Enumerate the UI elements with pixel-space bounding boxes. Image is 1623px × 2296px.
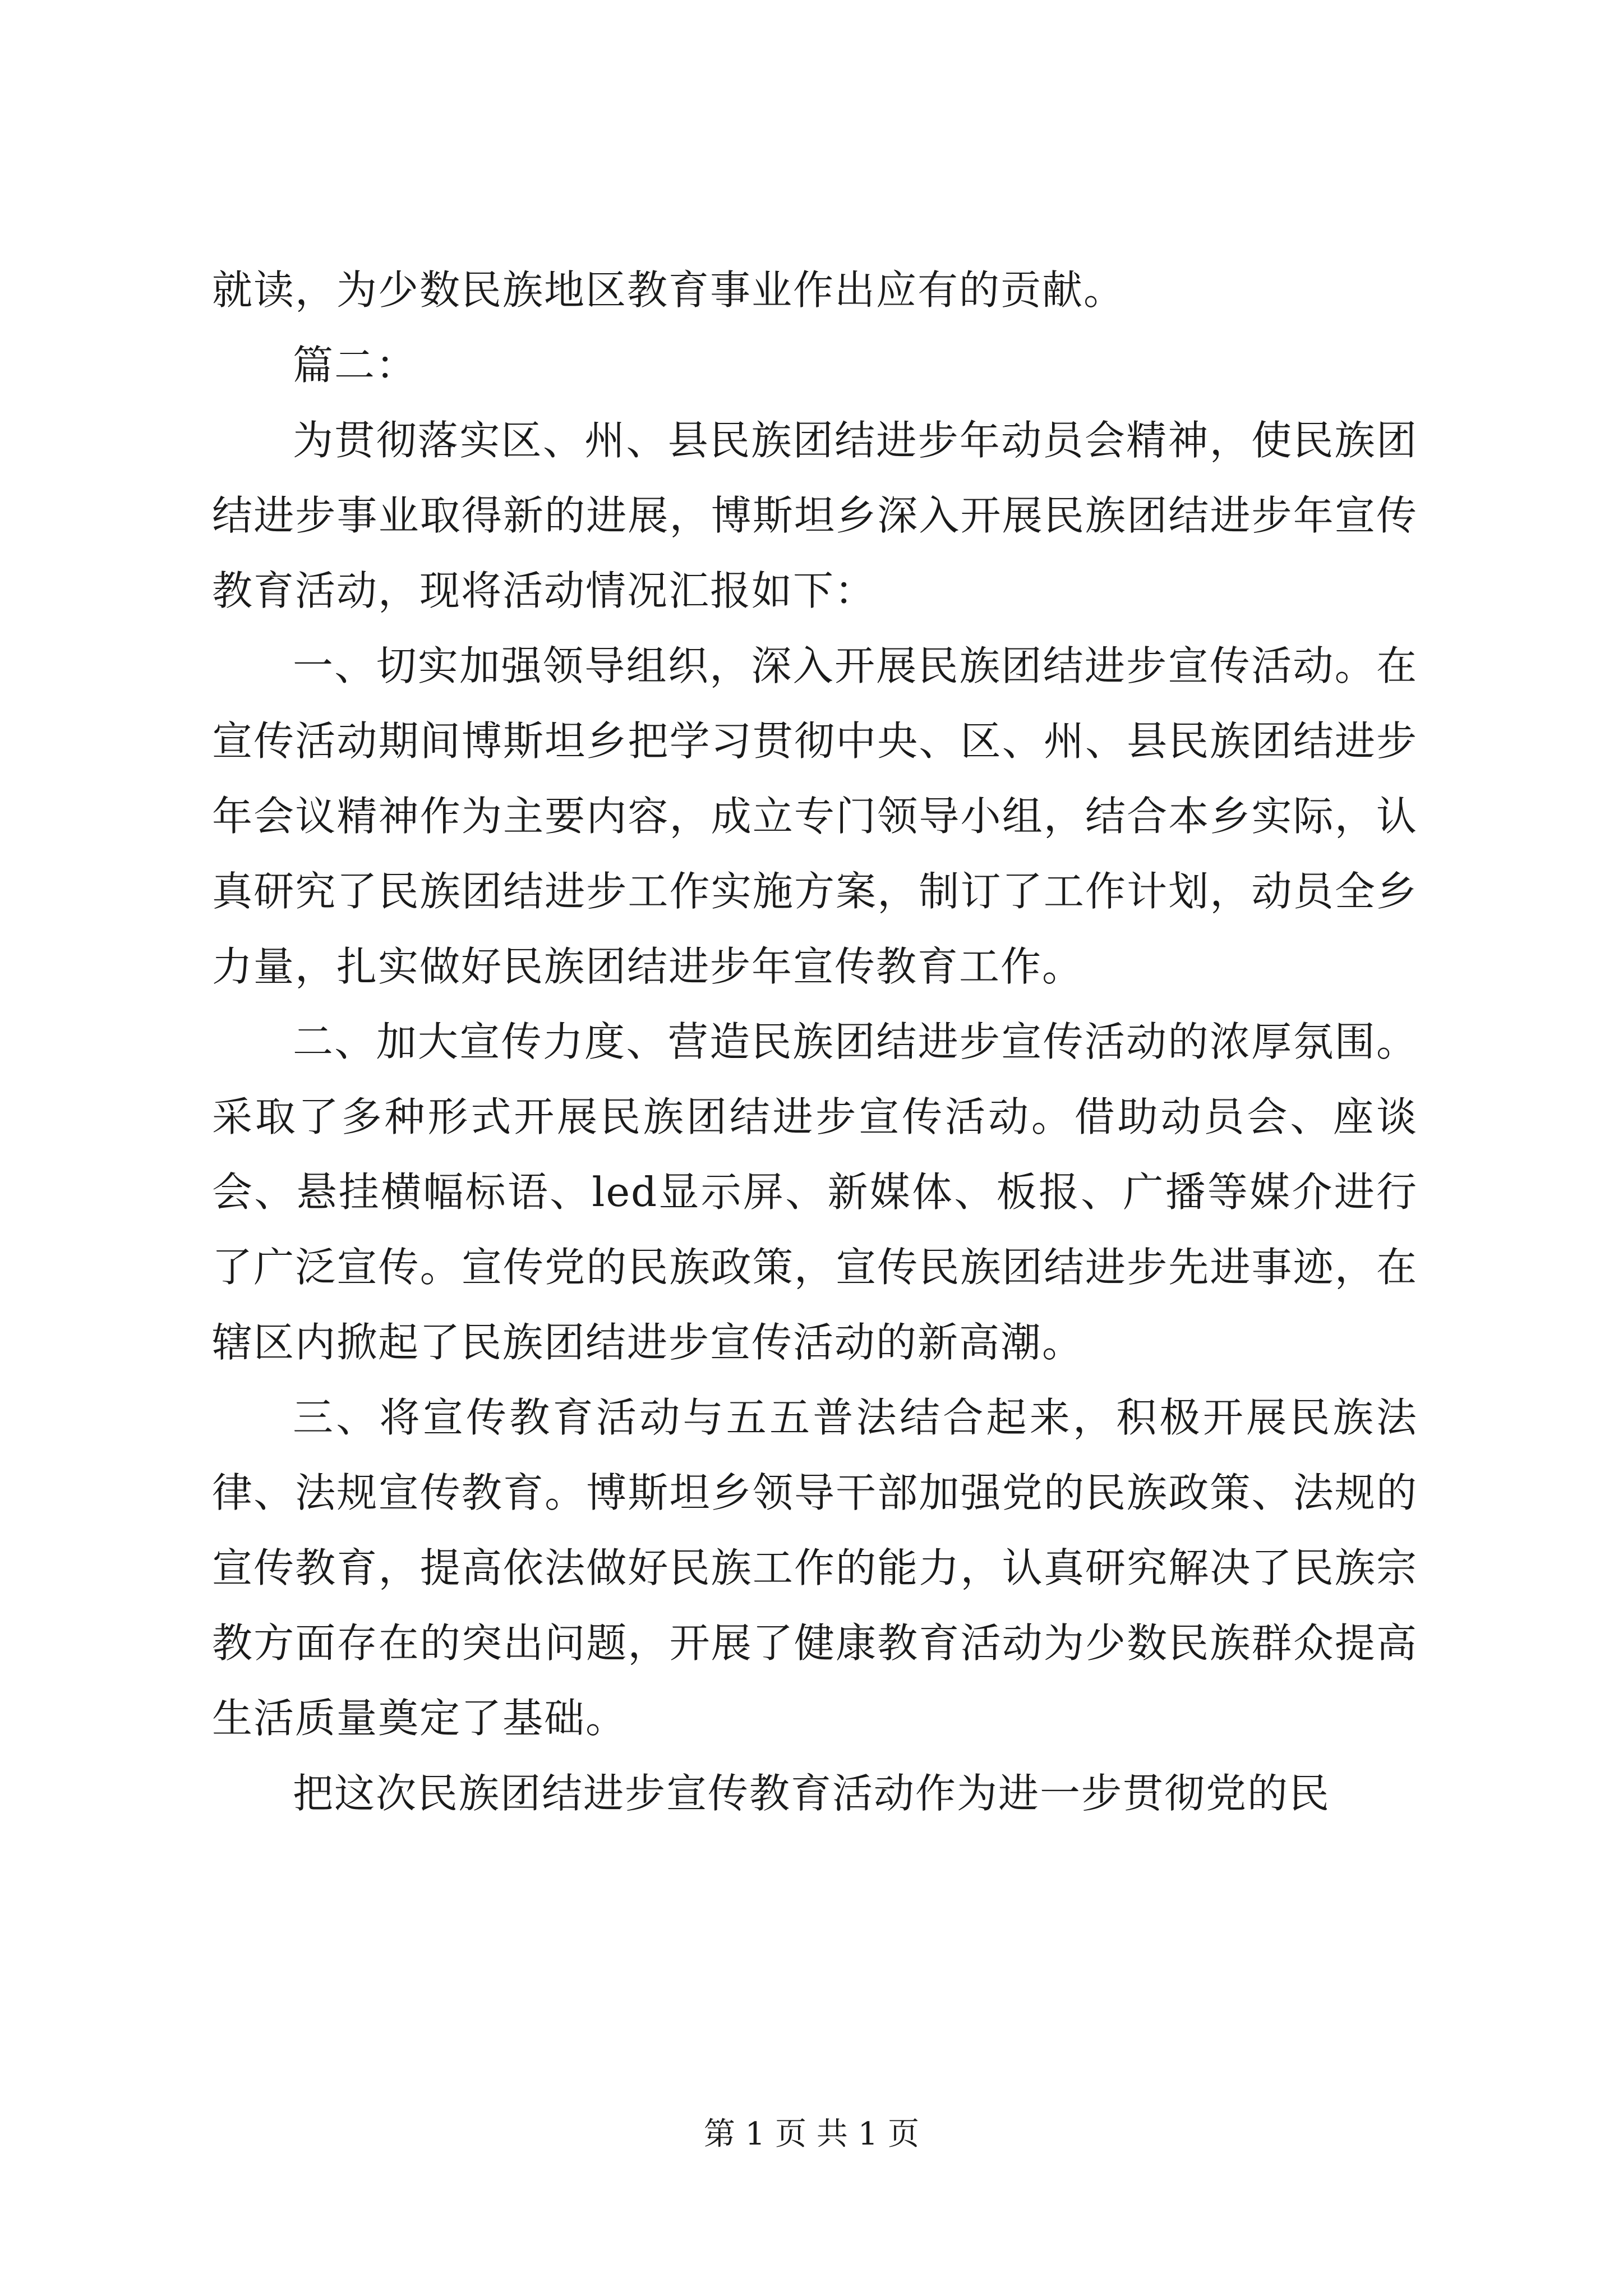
page-footer <box>0 2109 1623 2154</box>
paragraph-continuation: 就读，为少数民族地区教育事业作出应有的贡献。 <box>212 266 1126 314</box>
paragraph-point-1: 一、切实加强领导组织，深入开展民族团结进步宣传活动。在宣传活动期间博斯坦乡把学习贯彻中央、区、州、县民族团结进步年会议精神作为主要内容，成立专门领导小组，结合本乡实际，认真研究了民族团结进步工作实施方案，制订了工作计划，动员全乡力量，扎实做好民族团结进步年宣传教育工作。 <box>212 642 1418 990</box>
document-body <box>212 252 1418 1831</box>
paragraph-intro: 为贯彻落实区、州、县民族团结进步年动员会精神，使民族团结进步事业取得新的进展，博斯坦乡深入开展民族团结进步年宣传教育活动，现将活动情况汇报如下： <box>212 417 1418 614</box>
paragraph-point-3: 三、将宣传教育活动与五五普法结合起来，积极开展民族法律、法规宣传教育。博斯坦乡领导干部加强党的民族政策、法规的宣传教育，提高依法做好民族工作的能力，认真研究解决了民族宗教方面存在的突出问题，开展了健康教育活动为少数民族群众提高生活质量奠定了基础。 <box>212 1394 1418 1742</box>
section-heading: 篇二： <box>293 342 418 389</box>
paragraph-point-2: 二、加大宣传力度、营造民族团结进步宣传活动的浓厚氛围。采取了多种形式开展民族团结进步宣传活动。借助动员会、座谈会、悬挂横幅标语、led显示屏、新媒体、板报、广播等媒介进行了广泛宣传。宣传党的民族政策，宣传民族团结进步先进事迹，在辖区内掀起了民族团结进步宣传活动的新高潮。 <box>212 1018 1418 1366</box>
paragraph-closing: 把这次民族团结进步宣传教育活动作为进一步贯彻党的民 <box>293 1770 1331 1817</box>
page-number: 第 1 页 共 1 页 <box>703 2116 920 2152</box>
